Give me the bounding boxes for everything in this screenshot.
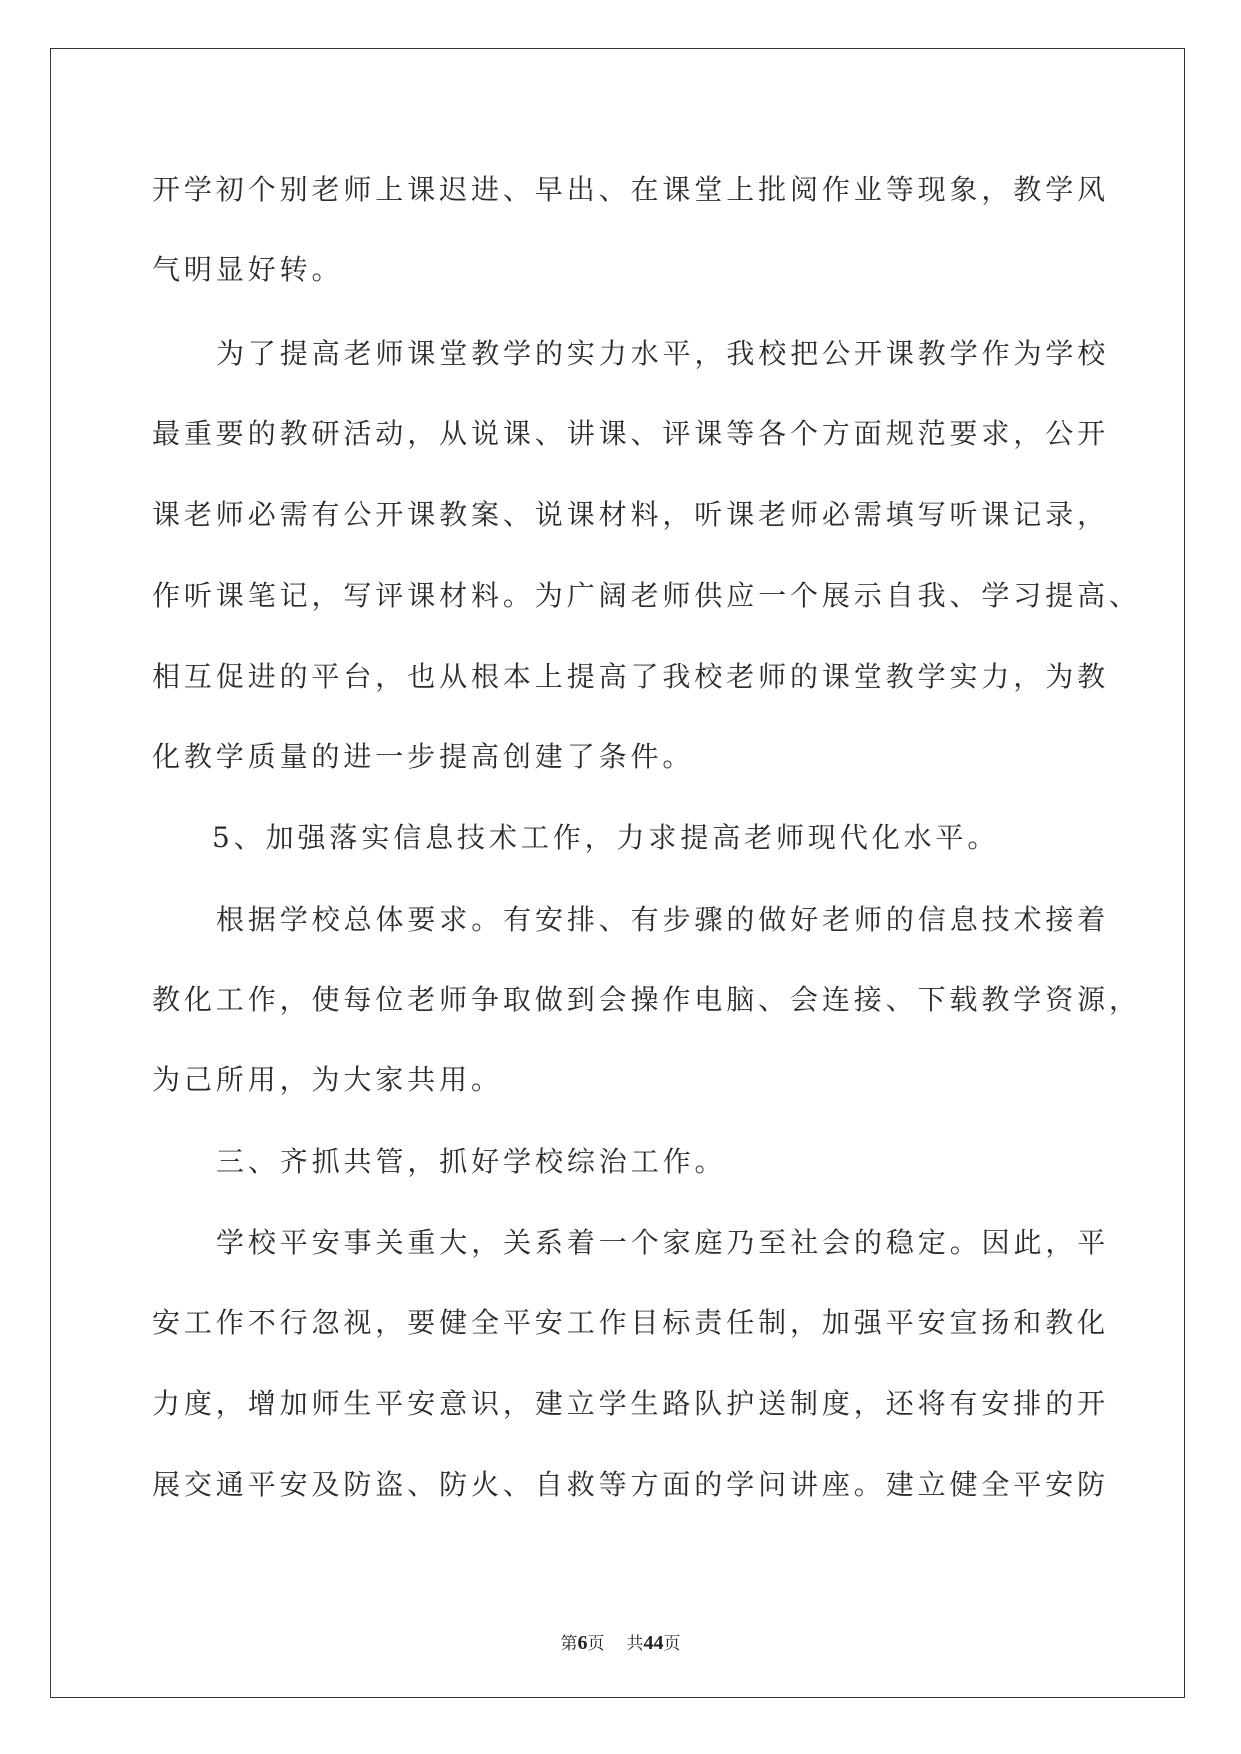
paragraph-line-2: 气明显好转。: [152, 253, 344, 286]
total-pages-number: 44: [643, 1632, 664, 1654]
paragraph-line-10: 根据学校总体要求。有安排、有步骤的做好老师的信息技术接着: [216, 903, 1110, 936]
paragraph-line-12: 为己所用，为大家共用。: [152, 1063, 503, 1096]
page-border: [50, 48, 1185, 1698]
paragraph-line-1: 开学初个别老师上课迟进、早出、在课堂上批阅作业等现象，教学风: [152, 173, 1110, 206]
current-page-number: 6: [577, 1632, 588, 1654]
paragraph-line-14: 学校平安事关重大，关系着一个家庭乃至社会的稳定。因此，平: [216, 1226, 1110, 1259]
paragraph-line-11: 教化工作，使每位老师争取做到会操作电脑、会连接、下载教学资源，: [152, 983, 1141, 1016]
paragraph-line-6: 作听课笔记，写评课材料。为广阔老师供应一个展示自我、学习提高、: [152, 579, 1141, 612]
footer-total-suffix: 页: [663, 1634, 681, 1654]
paragraph-line-13: 三、齐抓共管，抓好学校综治工作。: [216, 1145, 727, 1178]
paragraph-line-4: 最重要的教研活动，从说课、讲课、评课等各个方面规范要求，公开: [152, 417, 1110, 450]
paragraph-line-3: 为了提高老师课堂教学的实力水平，我校把公开课教学作为学校: [216, 337, 1110, 370]
paragraph-line-9: 5、加强落实信息技术工作，力求提高老师现代化水平。: [212, 821, 1000, 854]
footer-prefix: 第: [560, 1634, 578, 1654]
page-footer: [0, 1629, 1241, 1655]
paragraph-line-5: 课老师必需有公开课教案、说课材料，听课老师必需填写听课记录，: [152, 498, 1110, 531]
footer-total-prefix: 共: [626, 1634, 644, 1654]
paragraph-line-8: 化教学质量的进一步提高创建了条件。: [152, 740, 695, 773]
footer-page-suffix: 页: [587, 1634, 605, 1654]
paragraph-line-15: 安工作不行忽视，要健全平安工作目标责任制，加强平安宣扬和教化: [152, 1306, 1110, 1339]
paragraph-line-17: 展交通平安及防盗、防火、自救等方面的学问讲座。建立健全平安防: [152, 1468, 1110, 1501]
paragraph-line-7: 相互促进的平台，也从根本上提高了我校老师的课堂教学实力，为教: [152, 660, 1110, 693]
paragraph-line-16: 力度，增加师生平安意识，建立学生路队护送制度，还将有安排的开: [152, 1387, 1110, 1420]
